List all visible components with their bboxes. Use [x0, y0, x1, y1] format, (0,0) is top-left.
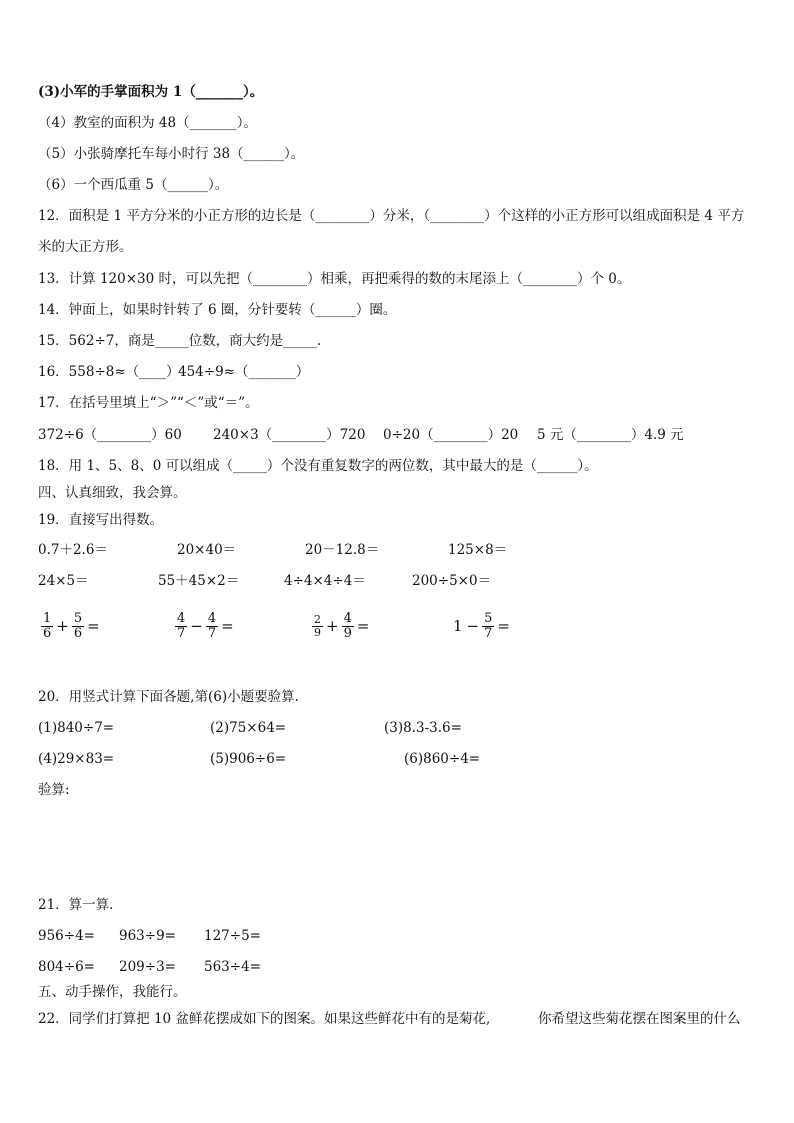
q12-line-1: 12．面积是 1 平方分米的小正方形的边长是（________）分米，（________）个这样的小正方形可以组成面积是 4 平方 — [38, 208, 745, 224]
q19-r1-c4: 125×8＝ — [448, 542, 508, 558]
q19-fraction-1: $\frac{1}{6}$ + $\frac{5}{6}$ = — [43, 610, 100, 641]
q22-part-1: 22．同学们打算把 10 盆鲜花摆成如下的图案。如果这些鲜花中有的是菊花, — [38, 1011, 491, 1027]
q15: 15．562÷7，商是_____位数，商大约是_____. — [38, 333, 322, 349]
q21: 21．算一算. — [38, 897, 114, 913]
q21-r1-c2: 963÷9= — [119, 928, 176, 944]
q11-item-6: （6）一个西瓜重 5（______）。 — [38, 177, 229, 193]
q20-item-5: (5)906÷6= — [210, 751, 287, 767]
q19-r2-c4: 200÷5×0＝ — [412, 573, 492, 589]
q19-r1-c2: 20×40＝ — [177, 542, 237, 558]
section-4-heading: 四、认真细致，我会算。 — [38, 485, 187, 501]
q11-item-5: （5）小张骑摩托车每小时行 38（______）。 — [38, 146, 305, 162]
q19-r2-c2: 55＋45×2＝ — [158, 573, 240, 589]
section-5-heading: 五、动手操作，我能行。 — [38, 984, 187, 1000]
check-label: 验算: — [38, 782, 70, 798]
q14: 14．钟面上，如果时针转了 6 圈，分针要转（______）圈。 — [38, 302, 397, 318]
q17-item-3: 0÷20（________）20 — [383, 427, 519, 443]
q19-fraction-3: $\frac{2}{9}$ + $\frac{4}{9}$ = — [314, 610, 370, 641]
q21-r1-c3: 127÷5= — [204, 928, 261, 944]
q21-r2-c2: 209÷3= — [119, 959, 176, 975]
q19-fraction-4: 1 − $\frac{5}{7}$ = — [453, 610, 510, 641]
q21-r2-c3: 563÷4= — [204, 959, 261, 975]
q19: 19．直接写出得数。 — [38, 512, 164, 528]
q17-item-1: 372÷6（________）60 — [38, 427, 182, 443]
q18: 18．用 1、5、8、0 可以组成（_____）个没有重复数字的两位数，其中最大的是（______）。 — [38, 458, 598, 474]
q19-r1-c1: 0.7＋2.6＝ — [38, 542, 108, 558]
q13: 13．计算 120×30 时，可以先把（________）相乘，再把乘得的数的末尾添上（________）个 0。 — [38, 271, 631, 287]
q11-item-3: (3)小军的手掌面积为 1（_______）。 — [38, 84, 264, 100]
q12-line-2: 米的大正方形。 — [38, 239, 133, 255]
q17-item-4: 5 元（________）4.9 元 — [537, 427, 684, 443]
q16-part-1: 16．558÷8≈（____） — [38, 364, 180, 380]
q19-r2-c3: 4÷4×4÷4＝ — [284, 573, 366, 589]
q22-part-2: 你希望这些菊花摆在图案里的什么 — [538, 1011, 741, 1027]
q19-r1-c3: 20－12.8＝ — [305, 542, 380, 558]
q20-item-1: (1)840÷7= — [38, 720, 115, 736]
q21-r2-c1: 804÷6= — [38, 959, 95, 975]
q11-item-4: （4）教室的面积为 48（_______）。 — [38, 115, 258, 131]
q20-item-2: (2)75×64= — [210, 720, 287, 736]
q19-r2-c1: 24×5＝ — [38, 573, 89, 589]
q20-item-6: (6)860÷4= — [404, 751, 481, 767]
q21-r1-c1: 956÷4= — [38, 928, 95, 944]
q17: 17．在括号里填上“＞”“＜”或“＝”。 — [38, 395, 259, 411]
q16-part-2: 454÷9≈（_______） — [178, 364, 310, 380]
q17-item-2: 240×3（________）720 — [213, 427, 366, 443]
q20-item-3: (3)8.3-3.6= — [384, 720, 462, 736]
q20: 20．用竖式计算下面各题,第(6)小题要验算. — [38, 689, 299, 705]
q20-item-4: (4)29×83= — [38, 751, 115, 767]
q19-fraction-2: $\frac{4}{7}$ − $\frac{4}{7}$ = — [177, 610, 234, 641]
